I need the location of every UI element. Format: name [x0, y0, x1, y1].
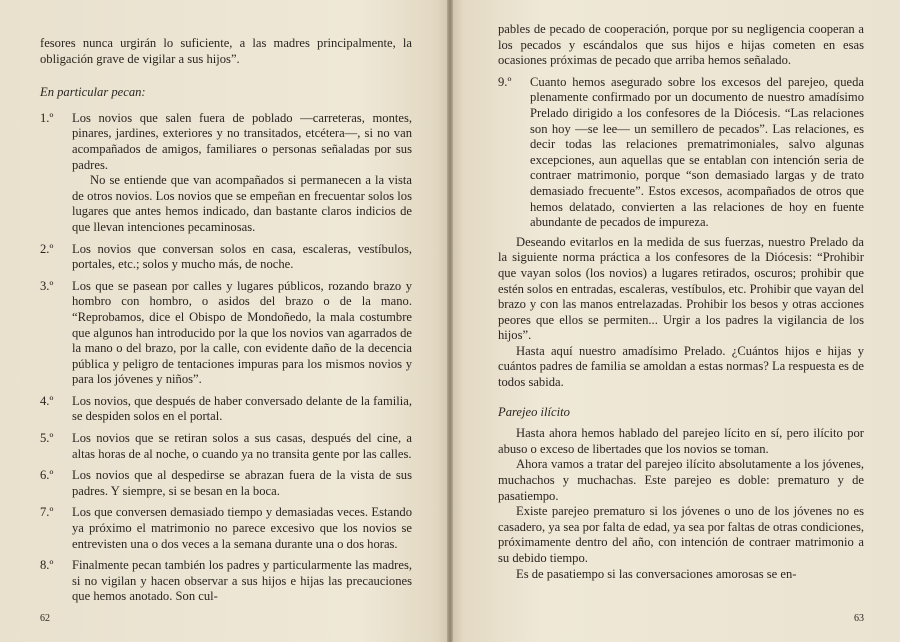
item-text: Los novios que salen fuera de poblado —carreteras, montes, pinares, jardines, exteriores y no transitados, etcétera—, si no van acompañados de amigos, familiares o personas señaladas por sus padres.	[72, 110, 412, 172]
right-page	[450, 0, 900, 642]
paragraph: Deseando evitarlos en la medida de sus fuerzas, nuestro Prelado da la siguiente norma práctica a los confesores de la Diócesis: “Prohibir que vayan solos (los novios) a lugares retirados, oscuros; prohibir que estén solos en entradas, escaleras, vestíbulos, etc. Prohibir que vayan del brazo y con las manos entrelazadas. Prohibir los besos y otras acciones peores que ellos se permiten... Urgir a los padres la vigilancia de los hijos”.	[498, 234, 864, 343]
item-text: Los que conversen demasiado tiempo y demasiadas veces. Estando ya próximo el matrimonio no parece excesivo que los novios se entrevisten una o dos veces a la semana durante una o dos horas.	[72, 505, 412, 551]
item-number: 2.º	[40, 241, 54, 256]
page-number: 63	[854, 613, 864, 624]
list-item	[40, 468, 412, 499]
item-number: 7.º	[40, 505, 54, 520]
item-text: Los que se pasean por calles y lugares públicos, rozando brazo y hombro con hombro, o asidos del brazo o de la mano. “Reprobamos, dice el Obispo de Mondoñedo, la mala costumbre que algunos han introducido por la que los novios van agarrados de la mano o del brazo, por la calle, con evidente daño de la decencia pública y peligro de tentaciones impuras para los mismos novios y para los jóvenes y niños”.	[72, 278, 412, 387]
book-gutter	[447, 0, 453, 642]
item-text: Finalmente pecan también los padres y particularmente las madres, si no vigilan y hacen observar a sus hijos e hijas las precauciones que hemos anotado. Son cul-	[72, 558, 412, 604]
item-text: Los novios que al despedirse se abrazan fuera de la vista de sus padres. Y siempre, si se besan en la boca.	[72, 468, 412, 498]
item-number: 1.º	[40, 110, 54, 125]
item-number: 5.º	[40, 431, 54, 446]
paragraph: Existe parejeo prematuro si los jóvenes o uno de los jóvenes no es casadero, ya sea por falta de edad, ya sea por faltas de otras condiciones, próximamente dentro del año, con intención de contraer matrimonio a su debido tiempo.	[498, 504, 864, 565]
list-item	[498, 75, 864, 231]
item-text: Los novios que se retiran solos a sus casas, después del cine, a altas horas de al noche, o cuando ya no transita gente por las calles.	[72, 431, 412, 461]
item-text-extra: No se entiende que van acompañados si permanecen a la vista de otros novios. Los novios que se empeñan en frecuentar solos los lugares que antes hemos indicado, dan bastante claros indicios de que llevan intenciones pecaminosas.	[72, 173, 412, 234]
item-number: 4.º	[40, 393, 54, 408]
item-number: 9.º	[498, 74, 512, 89]
paragraph: Ahora vamos a tratar del parejeo ilícito absolutamente a los jóvenes, muchachos y muchachas. Este parejeo es doble: prematuro y de pasatiempo.	[498, 457, 864, 503]
list-item	[40, 279, 412, 388]
list-item	[40, 505, 412, 552]
continuation-text: pables de pecado de cooperación, porque por su negligencia cooperan a los pecados y escándalos que sus hijos e hijas cometen en esas ocasiones próximas de pecado que arriba hemos señalado.	[498, 22, 864, 68]
section-heading: Parejeo ilícito	[498, 404, 570, 419]
item-number: 6.º	[40, 468, 54, 483]
paragraph: Hasta aquí nuestro amadísimo Prelado. ¿Cuántos hijos e hijas y cuántos padres de familia se amoldan a estas normas? La respuesta es de todos sabida.	[498, 343, 864, 390]
item-text: Cuanto hemos asegurado sobre los excesos del parejeo, queda plenamente confirmado por un documento de nuestro amadísimo Prelado dirigido a los confesores de la Diócesis. “Las relaciones son hoy —se lee— un semillero de pecados”. Las relaciones, es decir todas las relaciones prematrimoniales, salvo algunas excepciones, aun aquellas que se entablan con intención seria de contraer matrimonio, porque “son demasiado largas y de trato demasiado frecuente”. Estos excesos, acompañados de otros que hemos delatado, convierten a las relaciones de hoy en fuente abundante de pecados de impureza.	[530, 74, 864, 230]
section-heading: En particular pecan:	[40, 85, 146, 100]
continuation-text: fesores nunca urgirán lo suficiente, a las madres principalmente, la obligación grave de vigilar a sus hijos”.	[40, 36, 412, 66]
item-number: 8.º	[40, 558, 54, 573]
list-item	[40, 558, 412, 605]
item-text: Los novios que conversan solos en casa, escaleras, vestíbulos, portales, etc.; solos y mucho más, de noche.	[72, 241, 412, 272]
list-item	[40, 394, 412, 425]
page-number: 62	[40, 613, 50, 624]
list-item	[40, 242, 412, 273]
item-number: 3.º	[40, 278, 54, 293]
list-item	[40, 111, 412, 236]
paragraph: Es de pasatiempo si las conversaciones amorosas se en-	[516, 566, 797, 581]
numbered-list	[40, 111, 412, 605]
item-text: Los novios, que después de haber conversado delante de la familia, se despiden solos en el portal.	[72, 393, 412, 424]
list-item	[40, 431, 412, 462]
paragraph: Hasta ahora hemos hablado del parejeo lícito en sí, pero ilícito por abuso o exceso de libertades que los novios se toman.	[498, 426, 864, 456]
